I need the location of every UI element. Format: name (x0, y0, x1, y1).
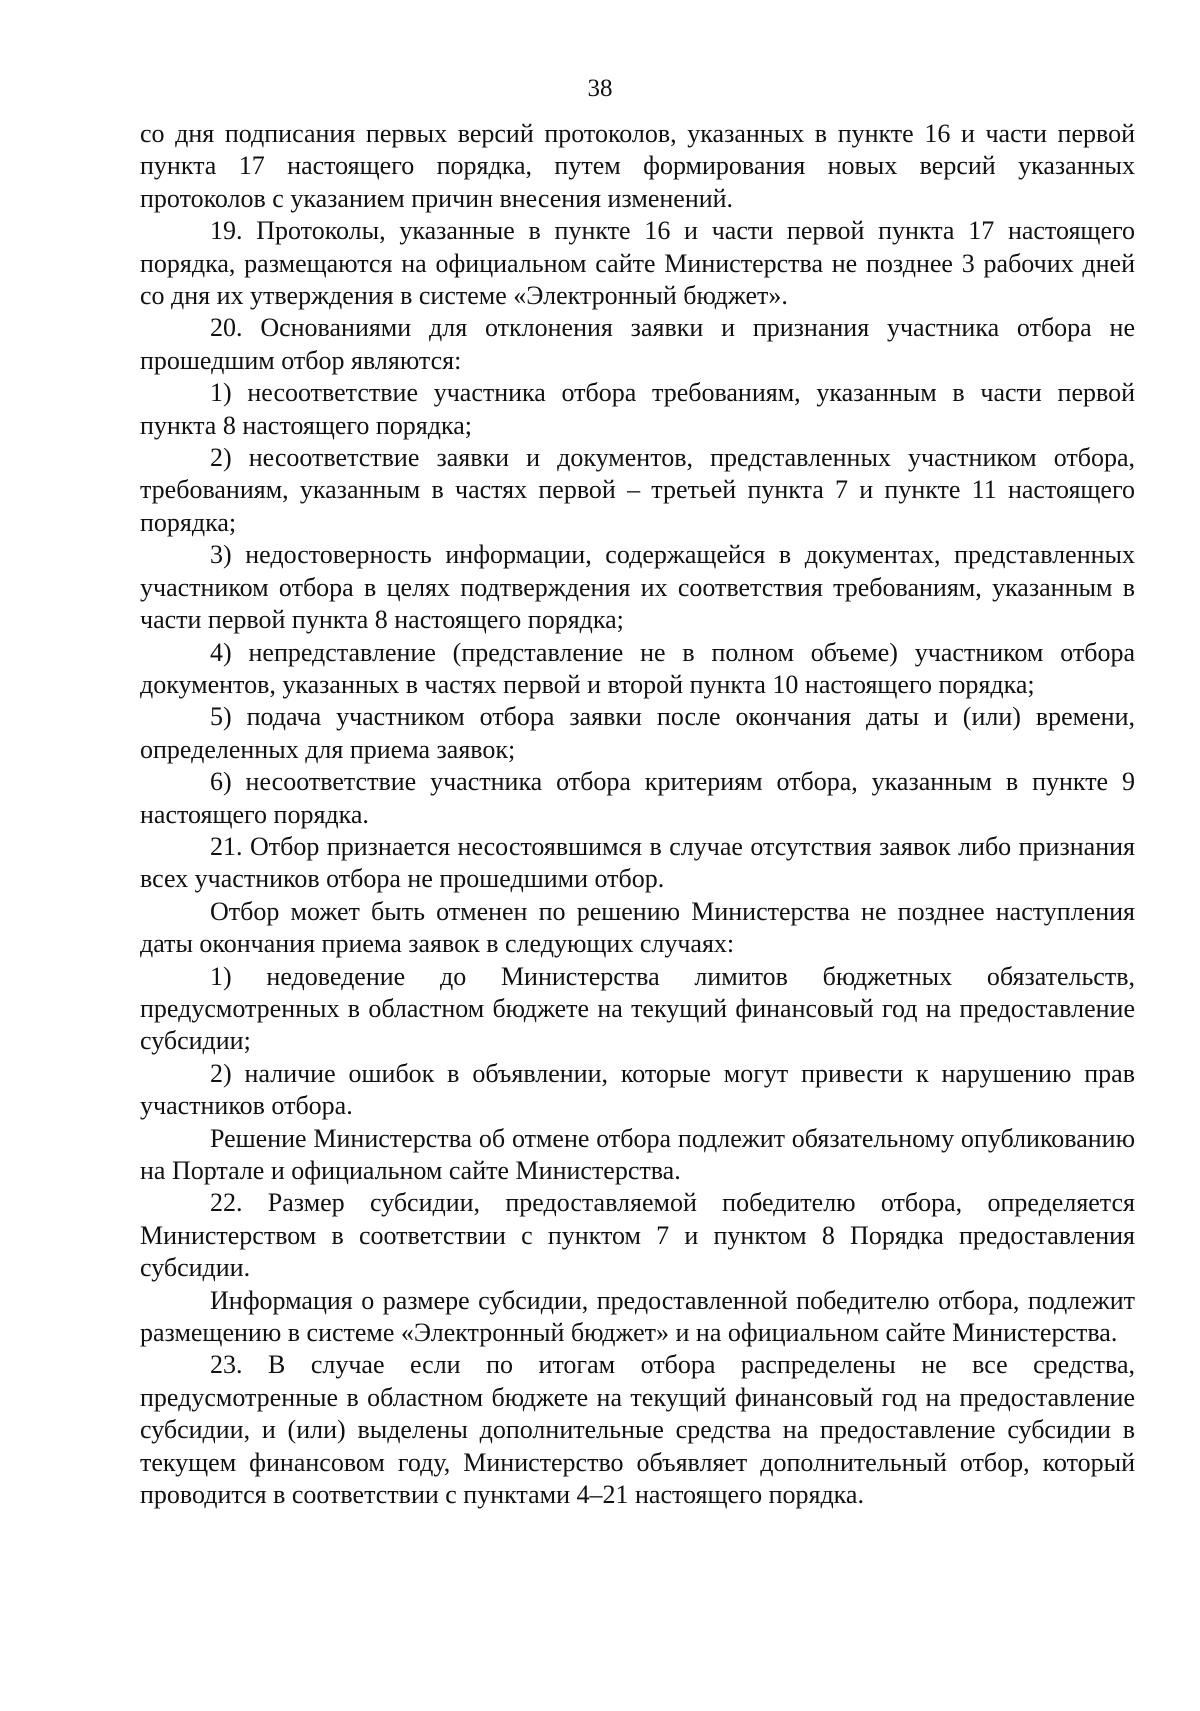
paragraph-clause-20-item-4: 4) непредставление (представление не в полном объеме) участником отбора документов, указанных в частях первой и второй пункта 10 настоящего порядка; (140, 637, 1135, 699)
document-body (140, 118, 1135, 1511)
paragraph-clause-20-item-2: 2) несоответствие заявки и документов, представленных участником отбора, требованиям, указанным в частях первой – третьей пункта 7 и пункте 11 настоящего порядка; (140, 443, 1135, 537)
paragraph-clause-20-item-1: 1) несоответствие участника отбора требованиям, указанным в части первой пункта 8 настоящего порядка; (140, 378, 1135, 440)
paragraph-clause-22: 22. Размер субсидии, предоставляемой победителю отбора, определяется Министерством в соответствии с пунктом 7 и пунктом 8 Порядка предоставления субсидии. (140, 1188, 1135, 1283)
paragraph-clause-20-item-3: 3) недостоверность информации, содержащейся в документах, представленных участником отбора в целях подтверждения их соответствия требованиям, указанным в части первой пункта 8 настоящего порядка; (140, 540, 1135, 635)
paragraph-clause-22-information: Информация о размере субсидии, предоставленной победителю отбора, подлежит размещению в системе «Электронный бюджет» и на официальном сайте Министерства. (140, 1285, 1135, 1348)
paragraph-clause-21: 21. Отбор признается несостоявшимся в случае отсутствия заявок либо признания всех участников отбора не прошедшими отбор. (140, 831, 1135, 894)
paragraph-clause-19: 19. Протоколы, указанные в пункте 16 и части первой пункта 17 настоящего порядка, размещаются на официальном сайте Министерства не позднее 3 рабочих дней со дня их утверждения в системе «Электронный бюджет». (140, 216, 1135, 311)
paragraph-continuation: со дня подписания первых версий протоколов, указанных в пункте 16 и части первой пункта 17 настоящего порядка, путем формирования новых версий указанных протоколов с указанием причин внесения изменений. (140, 119, 1135, 213)
paragraph-clause-20-item-5: 5) подача участником отбора заявки после окончания даты и (или) времени, определенных для приема заявок; (140, 702, 1135, 764)
paragraph-clause-20-item-6: 6) несоответствие участника отбора критериям отбора, указанным в пункте 9 настоящего порядка. (140, 767, 1135, 829)
paragraph-clause-21-item-1: 1) недоведение до Министерства лимитов бюджетных обязательств, предусмотренных в областном бюджете на текущий финансовый год на предоставление субсидии; (140, 961, 1135, 1056)
paragraph-clause-21-decision: Решение Министерства об отмене отбора подлежит обязательному опубликованию на Портале и официальном сайте Министерства. (140, 1123, 1135, 1185)
paragraph-clause-21-cancellation: Отбор может быть отменен по решению Министерства не позднее наступления даты окончания приема заявок в следующих случаях: (140, 896, 1135, 959)
paragraph-clause-23: 23. В случае если по итогам отбора распределены не все средства, предусмотренные в областном бюджете на текущий финансовый год на предоставление субсидии, и (или) выделены дополнительные средства на предоставление субсидии в текущем финансовом году, Министерство объявляет дополнительный отбор, который проводится в соответствии с пунктами 4–21 настоящего порядка. (140, 1350, 1135, 1510)
paragraph-clause-21-item-2: 2) наличие ошибок в объявлении, которые могут привести к нарушению прав участников отбора. (140, 1058, 1135, 1121)
paragraph-clause-20: 20. Основаниями для отклонения заявки и признания участника отбора не прошедшим отбор являются: (140, 313, 1135, 375)
page-number: 38 (587, 75, 613, 102)
